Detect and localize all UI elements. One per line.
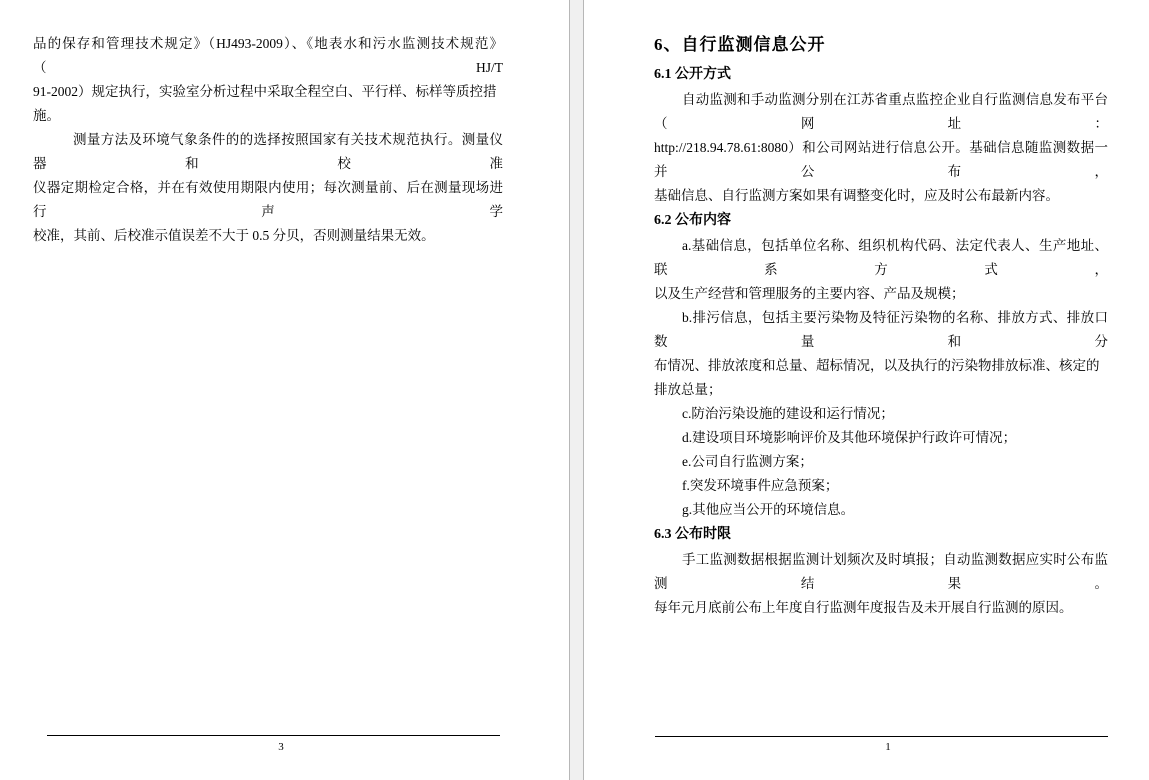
text-line: 基础信息、自行监测方案如果有调整变化时，应及时公布最新内容。 — [654, 188, 1059, 203]
text-line: 以及生产经营和管理服务的主要内容、产品及规模； — [654, 286, 965, 301]
text-line: d.建设项目环境影响评价及其他环境保护行政许可情况； — [682, 430, 1017, 445]
subsection-heading: 6.2 公布内容 — [654, 213, 731, 228]
section-heading: 6、自行监测信息公开 — [654, 35, 826, 54]
page-right-content — [654, 32, 1108, 620]
page-right-number: 1 — [885, 741, 891, 753]
text-line: 测量方法及环境气象条件的的选择按照国家有关技术规范执行。测量仪器和校准 — [33, 132, 503, 171]
text-line: b.排污信息，包括主要污染物及特征污染物的名称、排放方式、排放口数量和分 — [654, 310, 1108, 349]
page-left-content — [33, 32, 503, 248]
text-line: 仪器定期检定合格，并在有效使用期限内使用；每次测量前、后在测量现场进行声学 — [33, 180, 503, 219]
text-line: 每年元月底前公布上年度自行监测年度报告及未开展自行监测的原因。 — [654, 600, 1073, 615]
text-line: 品的保存和管理技术规定》（HJ493-2009）、《地表水和污水监测技术规范》（HJ/T — [33, 36, 503, 75]
text-line: c.防治污染设施的建设和运行情况； — [682, 406, 894, 421]
page-right-footer-rule — [655, 736, 1108, 737]
page-left-number: 3 — [278, 741, 284, 753]
text-line: 自动监测和手动监测分别在江苏省重点监控企业自行监测信息发布平台（网址： — [654, 92, 1108, 131]
text-line: f.突发环境事件应急预案； — [682, 478, 839, 493]
page-left-footer-rule — [47, 735, 500, 736]
page-right — [584, 0, 1149, 780]
text-line: g.其他应当公开的环境信息。 — [682, 502, 855, 517]
page-left — [0, 0, 569, 780]
text-line: http://218.94.78.61:8080）和公司网站进行信息公开。基础信息随监测数据一并公布， — [654, 140, 1108, 179]
text-line: a.基础信息，包括单位名称、组织机构代码、法定代表人、生产地址、联系方式， — [654, 238, 1108, 277]
subsection-heading: 6.3 公布时限 — [654, 527, 731, 542]
subsection-heading: 6.1 公开方式 — [654, 67, 731, 82]
text-line: e.公司自行监测方案； — [682, 454, 813, 469]
text-line: 手工监测数据根据监测计划频次及时填报；自动监测数据应实时公布监测结果。 — [654, 552, 1108, 591]
page-gutter — [569, 0, 584, 780]
text-line: 校准，其前、后校准示值误差不大于 0.5 分贝，否则测量结果无效。 — [33, 228, 435, 243]
text-line: 91-2002）规定执行，实验室分析过程中采取全程空白、平行样、标样等质控措施。 — [33, 84, 497, 123]
text-line: 布情况、排放浓度和总量、超标情况，以及执行的污染物排放标准、核定的排放总量； — [654, 358, 1100, 397]
